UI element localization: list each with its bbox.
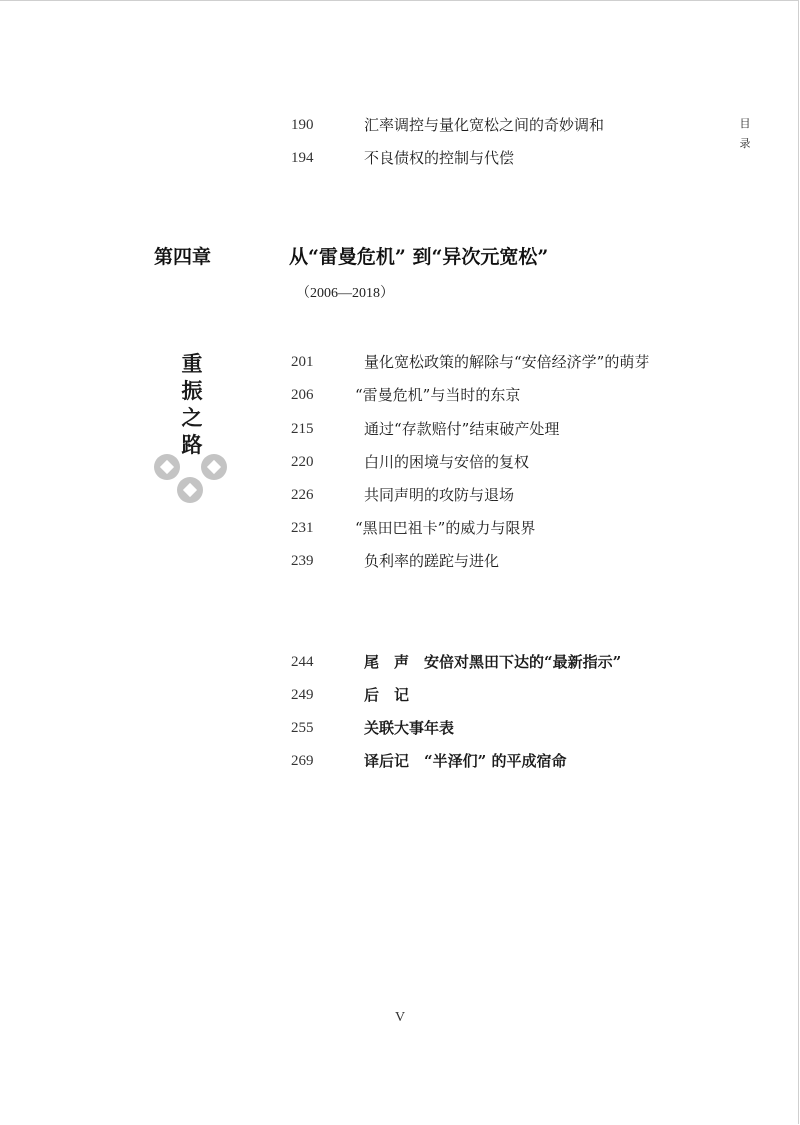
page-number: 215 <box>291 421 314 437</box>
entry-title: 后 记 <box>364 686 410 704</box>
toc-entry[interactable] <box>0 417 800 441</box>
toc-entry[interactable] <box>0 350 800 374</box>
page-number: 269 <box>291 753 314 769</box>
toc-entry-translator-afterword[interactable] <box>0 749 800 773</box>
toc-entry[interactable] <box>0 483 800 507</box>
toc-entry-epilogue[interactable] <box>0 650 800 674</box>
entry-title: 关联大事年表 <box>364 719 455 737</box>
chapter-number: 第四章 <box>154 246 212 268</box>
page-number: 249 <box>291 687 314 703</box>
entry-title: “黑田巴祖卡”的威力与限界 <box>355 519 536 537</box>
page-folio: V <box>394 1010 406 1025</box>
entry-title: 量化宽松政策的解除与“安倍经济学”的萌芽 <box>364 353 650 371</box>
entry-title: 汇率调控与量化宽松之间的奇妙调和 <box>364 116 605 134</box>
page-number: 206 <box>291 387 314 403</box>
toc-entry-chronology[interactable] <box>0 716 800 740</box>
section-label: 重振之路 <box>181 351 203 457</box>
entry-title: 尾 声 安倍对黑田下达的“最新指示” <box>364 653 622 671</box>
entry-title: 共同声明的攻防与退场 <box>364 486 515 504</box>
page-number: 194 <box>291 150 314 166</box>
page-number: 226 <box>291 487 314 503</box>
chapter-subtitle: （2006—2018） <box>296 286 394 301</box>
side-label-contents: 目录 <box>739 117 751 150</box>
page-number: 220 <box>291 454 314 470</box>
page-number: 231 <box>291 520 314 536</box>
entry-title: 不良债权的控制与代偿 <box>364 149 515 167</box>
entry-title: 通过“存款赔付”结束破产处理 <box>364 420 560 438</box>
toc-entry[interactable] <box>0 549 800 573</box>
page-number: 255 <box>291 720 314 736</box>
toc-entry[interactable] <box>0 146 800 170</box>
toc-entry-afterword[interactable] <box>0 683 800 707</box>
toc-entry[interactable] <box>0 516 800 540</box>
toc-entry[interactable] <box>0 113 800 137</box>
chapter-title[interactable]: 从“雷曼危机” 到“异次元宽松” <box>289 246 549 268</box>
page-number: 244 <box>291 654 314 670</box>
entry-title: 译后记 “半泽们” 的平成宿命 <box>364 752 567 770</box>
entry-title: 白川的困境与安倍的复权 <box>364 453 530 471</box>
toc-entry[interactable] <box>0 450 800 474</box>
page-number: 201 <box>291 354 314 370</box>
entry-title: “雷曼危机”与当时的东京 <box>355 386 521 404</box>
toc-entry[interactable] <box>0 383 800 407</box>
page-number: 190 <box>291 117 314 133</box>
page-number: 239 <box>291 553 314 569</box>
entry-title: 负利率的蹉跎与进化 <box>364 552 500 570</box>
